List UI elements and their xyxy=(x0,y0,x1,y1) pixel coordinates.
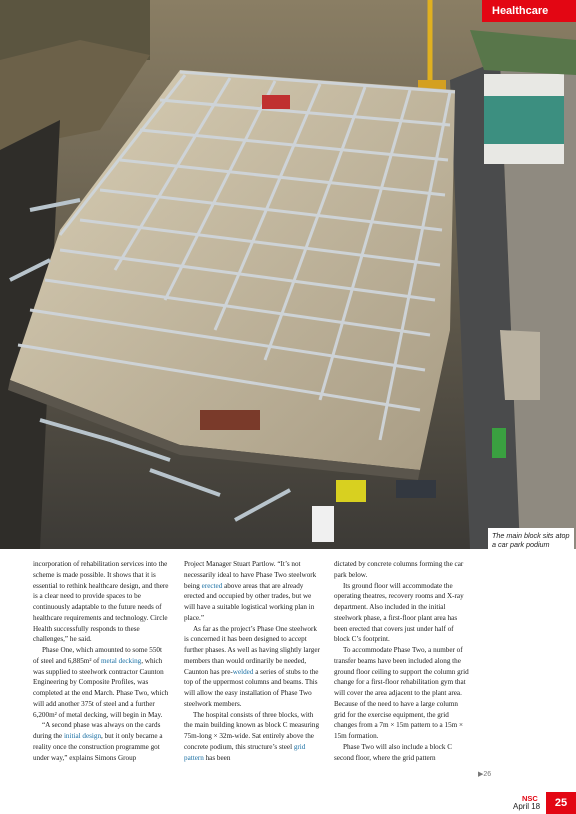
article-column-3 xyxy=(334,559,470,763)
paragraph-text: above areas that are already erected and occupied by other trades, but we will have a suitable logistical working plan in place.” xyxy=(184,581,315,622)
paragraph xyxy=(334,581,470,646)
paragraph-text: incorporation of rehabilitation services into the scheme is made possible. It shows that it is essential to rethink healthcare design, and there is a clear need to provide spaces to be continuously adaptable to the future needs of healthcare requirements and technology. Circle Health successfully responds to these challenges,” he said. xyxy=(33,560,169,644)
paragraph-text: Phase Two will also include a block C second floor, where the grid pattern xyxy=(334,742,453,762)
glossary-link[interactable]: metal decking xyxy=(100,656,142,665)
article-column-1 xyxy=(33,559,169,763)
glossary-link[interactable]: erected xyxy=(201,581,223,590)
paragraph-text: “A second phase was always on the cards during the xyxy=(33,721,161,740)
glossary-link[interactable]: welded xyxy=(232,667,254,676)
paragraph-text: has been xyxy=(203,753,231,762)
paragraph-text: , but it only became a reality once the construction programme got under way,” explains Simons Group xyxy=(33,732,163,762)
article-column-2 xyxy=(184,559,320,763)
paragraph-text: As far as the project’s Phase One steelwork is concerned it has been designed to accept further phases. As well as having slightly larger members than would ordinarily be needed, Caunton has pre- xyxy=(184,624,320,676)
glossary-link[interactable]: initial design xyxy=(63,732,102,740)
paragraph-text: , which was supplied to steelwork contractor Caunton Engineering by Composite Profiles, was completed at the end March. Phase Two, which will add another 375t of steel and a further 6,200m² of metal decking, will begin in May. xyxy=(33,656,169,719)
paragraph xyxy=(184,710,320,764)
section-tab: Healthcare xyxy=(482,0,576,22)
paragraph xyxy=(33,559,169,645)
paragraph-text: dictated by concrete columns forming the car park below. xyxy=(334,560,464,579)
paragraph-text: Phase One, which amounted to some 550t of steel and 6,885m² of xyxy=(33,646,162,665)
paragraph-text: To accommodate Phase Two, a number of transfer beams have been included along the ground floor ceiling to support the column grid change for a first-floor rehabilitation gym that will cover the area adjacent to the plant area. Because of the need to have a large column grid for the exercise equipment, the grid changes from a 7m × 15m pattern to a 15m × 15m formation. xyxy=(334,646,469,740)
paragraph-text: Project Manager Stuart Partlow. “It’s not necessarily ideal to have Phase Two steelwork being xyxy=(184,560,317,590)
magazine-name: NSC xyxy=(522,794,538,803)
page-number: 25 xyxy=(546,792,576,814)
paragraph xyxy=(33,720,169,763)
paragraph xyxy=(184,559,320,624)
paragraph-text: a series of stubs to the top of the uppermost columns and beams. This will allow the easy installation of Phase Two steelwork members. xyxy=(184,667,319,708)
paragraph xyxy=(334,559,470,581)
paragraph-text: The hospital consists of three blocks, with the main building known as block C measuring 75m-long × 32m-wide. Sat entirely above the concrete podium, this structure’s steel xyxy=(184,710,320,751)
paragraph xyxy=(184,624,320,710)
issue-date: April 18 xyxy=(513,802,541,811)
paragraph-text: Its ground floor will accommodate the operating theatres, recovery rooms and X-ray department. Also included in the initial steelwork phase, a first-floor plant area has been erected that covers just under half of block C’s footprint. xyxy=(334,581,464,644)
paragraph xyxy=(334,645,470,742)
paragraph xyxy=(334,742,470,764)
photo-caption: The main block sits atop a car park podium xyxy=(488,528,574,552)
glossary-link[interactable]: grid pattern xyxy=(184,742,306,762)
paragraph xyxy=(33,645,169,720)
continued-marker[interactable]: ▶26 xyxy=(478,771,492,778)
